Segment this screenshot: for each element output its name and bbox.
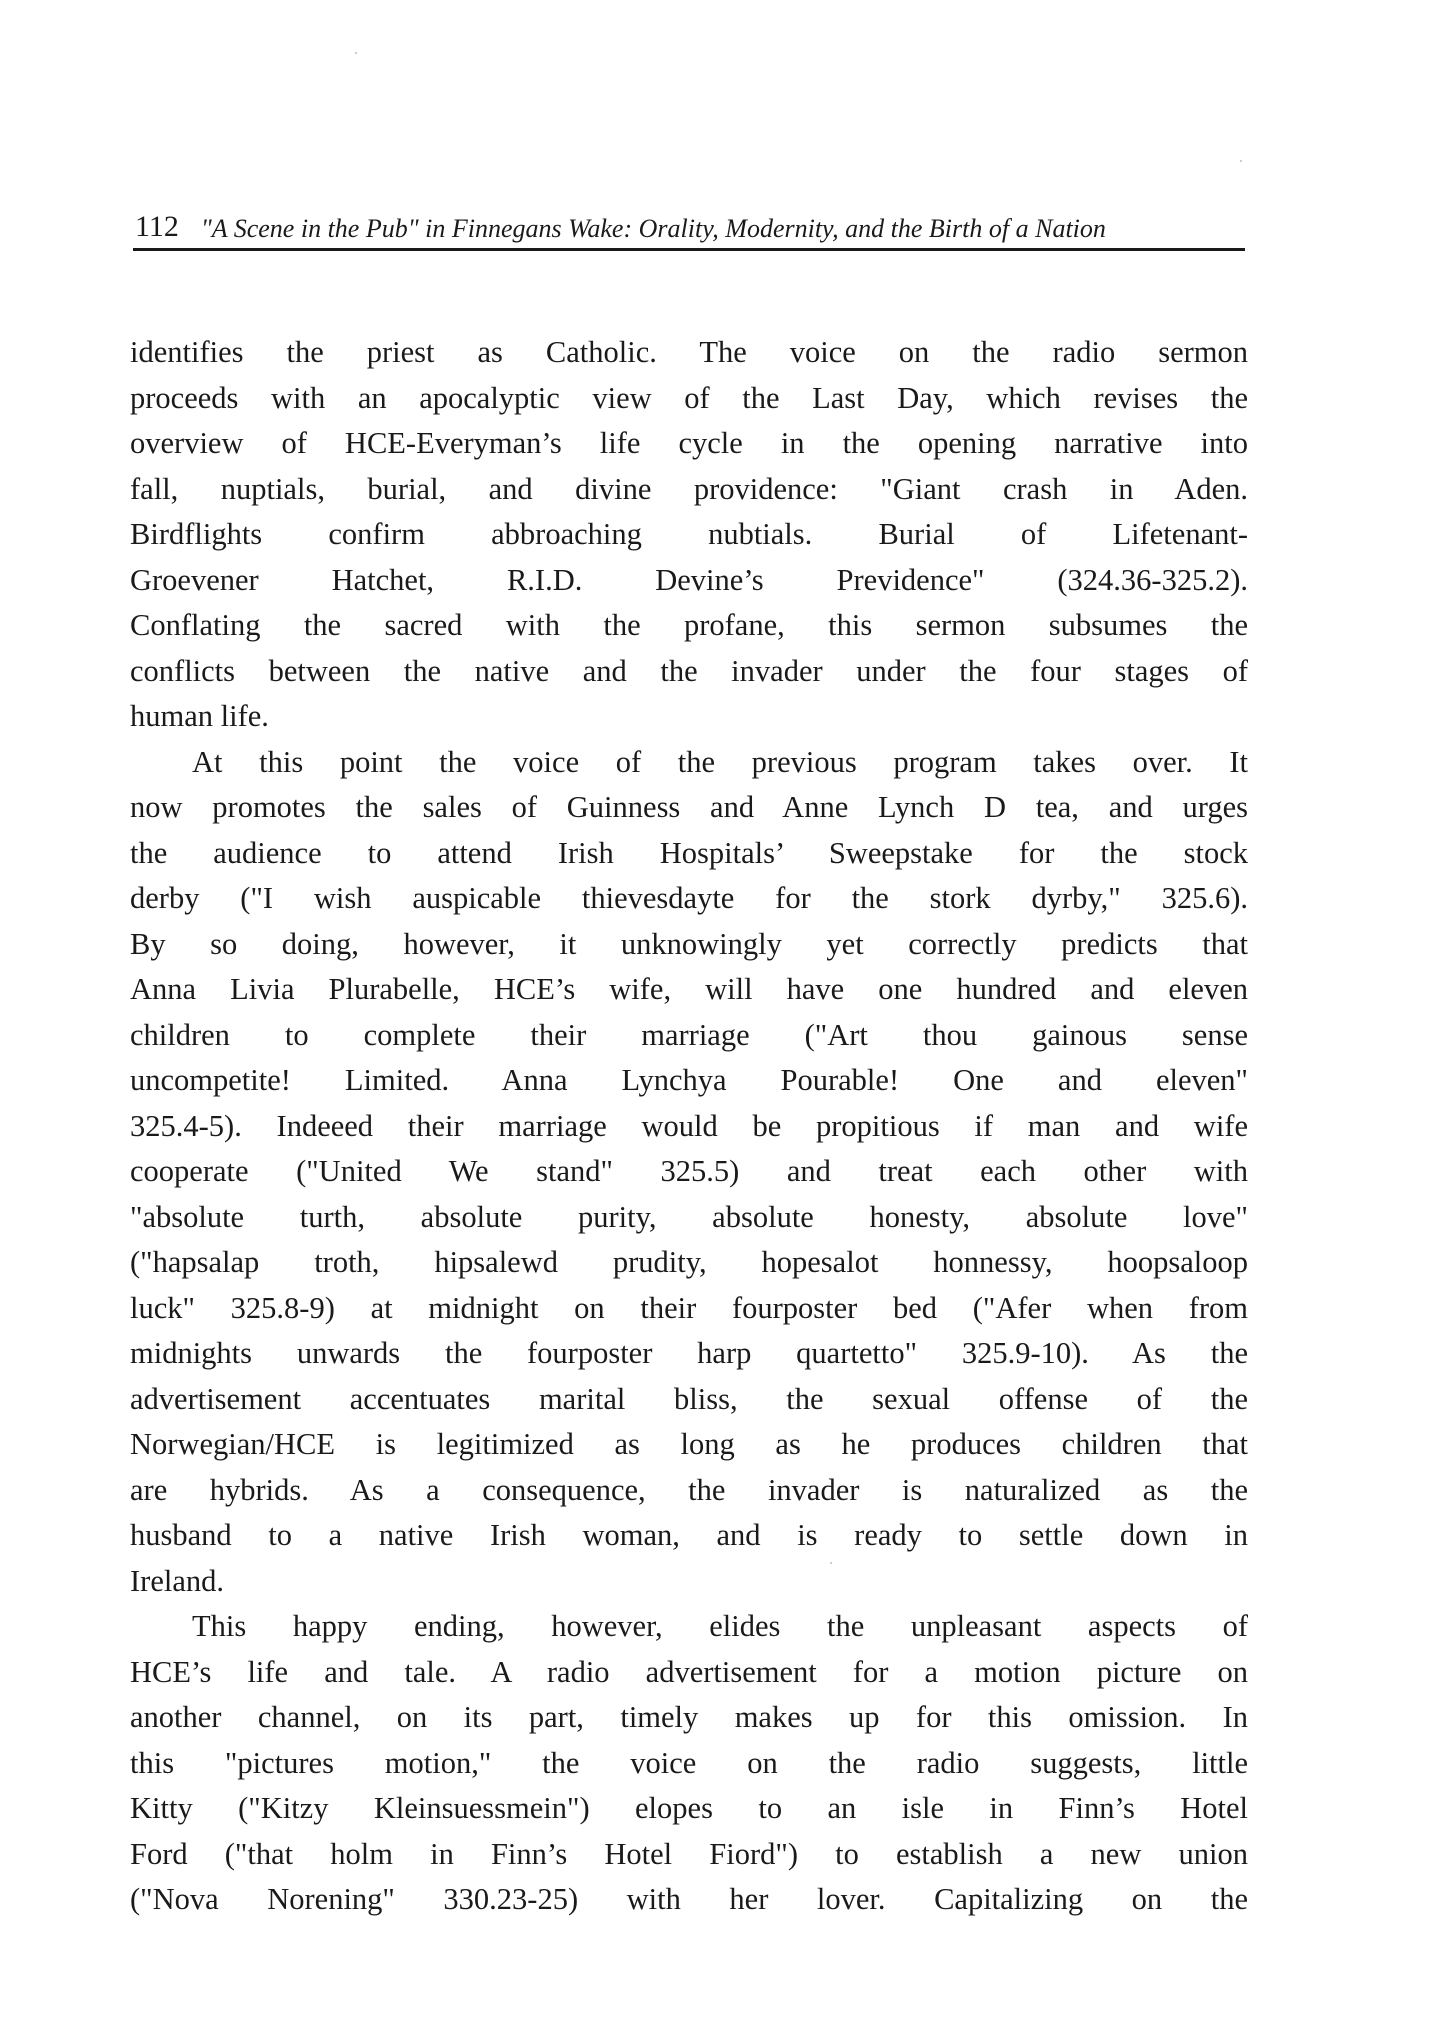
page-number: 112	[135, 210, 179, 243]
text-line: advertisement accentuates marital bliss, the sexual offense of the	[130, 1381, 1248, 1416]
text-line: Birdflights confirm abbroaching nubtials. Burial of Lifetenant-	[130, 517, 1248, 551]
text-line: midnights unwards the fourposter harp quartetto" 325.9-10). As the	[130, 1336, 1248, 1370]
text-line: Anna Livia Plurabelle, HCE’s wife, will have one hundred and eleven	[130, 972, 1248, 1006]
text-line: Ford ("that holm in Finn’s Hotel Fiord") to establish a new union	[130, 1836, 1248, 1871]
text-line: children to complete their marriage ("Art thou gainous sense	[130, 1017, 1248, 1052]
paragraph	[130, 740, 1248, 1605]
text-line: overview of HCE-Everyman’s life cycle in the opening narrative into	[130, 426, 1248, 460]
text-line: 325.4-5). Indeeed their marriage would be propitious if man and wife	[130, 1108, 1248, 1143]
text-line: Kitty ("Kitzy Kleinsuessmein") elopes to an isle in Finn’s Hotel	[130, 1791, 1248, 1825]
text-line: fall, nuptials, burial, and divine providence: "Giant crash in Aden.	[130, 471, 1248, 506]
text-line: another channel, on its part, timely makes up for this omission. In	[130, 1700, 1248, 1734]
text-line: conflicts between the native and the invader under the four stages of	[130, 653, 1248, 688]
text-line: husband to a native Irish woman, and is ready to settle down in	[130, 1518, 1248, 1552]
text-line: "absolute turth, absolute purity, absolute honesty, absolute love"	[130, 1199, 1248, 1234]
text-line: the audience to attend Irish Hospitals’ Sweepstake for the stock	[130, 835, 1248, 870]
scan-speck	[355, 52, 357, 54]
text-line: derby ("I wish auspicable thievesdayte for the stork dyrby," 325.6).	[130, 881, 1248, 915]
paragraph	[130, 1604, 1248, 1923]
text-line: Groevener Hatchet, R.I.D. Devine’s Previdence" (324.36-325.2).	[130, 562, 1248, 597]
text-line: proceeds with an apocalyptic view of the Last Day, which revises the	[130, 380, 1248, 415]
text-line: Norwegian/HCE is legitimized as long as he produces children that	[130, 1427, 1248, 1461]
text-line: identifies the priest as Catholic. The voice on the radio sermon	[130, 335, 1248, 369]
text-line: this "pictures motion," the voice on the radio suggests, little	[130, 1745, 1248, 1780]
text-line: cooperate ("United We stand" 325.5) and treat each other with	[130, 1154, 1248, 1188]
text-line: uncompetite! Limited. Anna Lynchya Pourable! One and eleven"	[130, 1063, 1248, 1097]
text-line: are hybrids. As a consequence, the invader is naturalized as the	[130, 1472, 1248, 1507]
text-line: Ireland.	[130, 1563, 224, 1598]
scan-speck	[830, 1562, 832, 1564]
text-line: ("Nova Norening" 330.23-25) with her lover. Capitalizing on the	[130, 1882, 1248, 1916]
body-text	[130, 330, 1248, 1923]
scan-speck	[1240, 160, 1242, 162]
text-line: human life.	[130, 699, 269, 733]
running-header	[133, 200, 1245, 251]
text-line: ("hapsalap troth, hipsalewd prudity, hopesalot honnessy, hoopsaloop	[130, 1245, 1248, 1279]
running-title: "A Scene in the Pub" in Finnegans Wake: Orality, Modernity, and the Birth of a Nation	[200, 214, 1106, 243]
paragraph	[130, 330, 1248, 740]
text-line: At this point the voice of the previous program takes over. It	[192, 744, 1248, 779]
text-line: now promotes the sales of Guinness and Anne Lynch D tea, and urges	[130, 790, 1248, 824]
text-line: luck" 325.8-9) at midnight on their fourposter bed ("Afer when from	[130, 1290, 1248, 1325]
text-line: HCE’s life and tale. A radio advertisement for a motion picture on	[130, 1654, 1248, 1689]
text-line: This happy ending, however, elides the unpleasant aspects of	[192, 1609, 1248, 1643]
text-line: By so doing, however, it unknowingly yet correctly predicts that	[130, 926, 1248, 961]
text-line: Conflating the sacred with the profane, this sermon subsumes the	[130, 608, 1248, 642]
